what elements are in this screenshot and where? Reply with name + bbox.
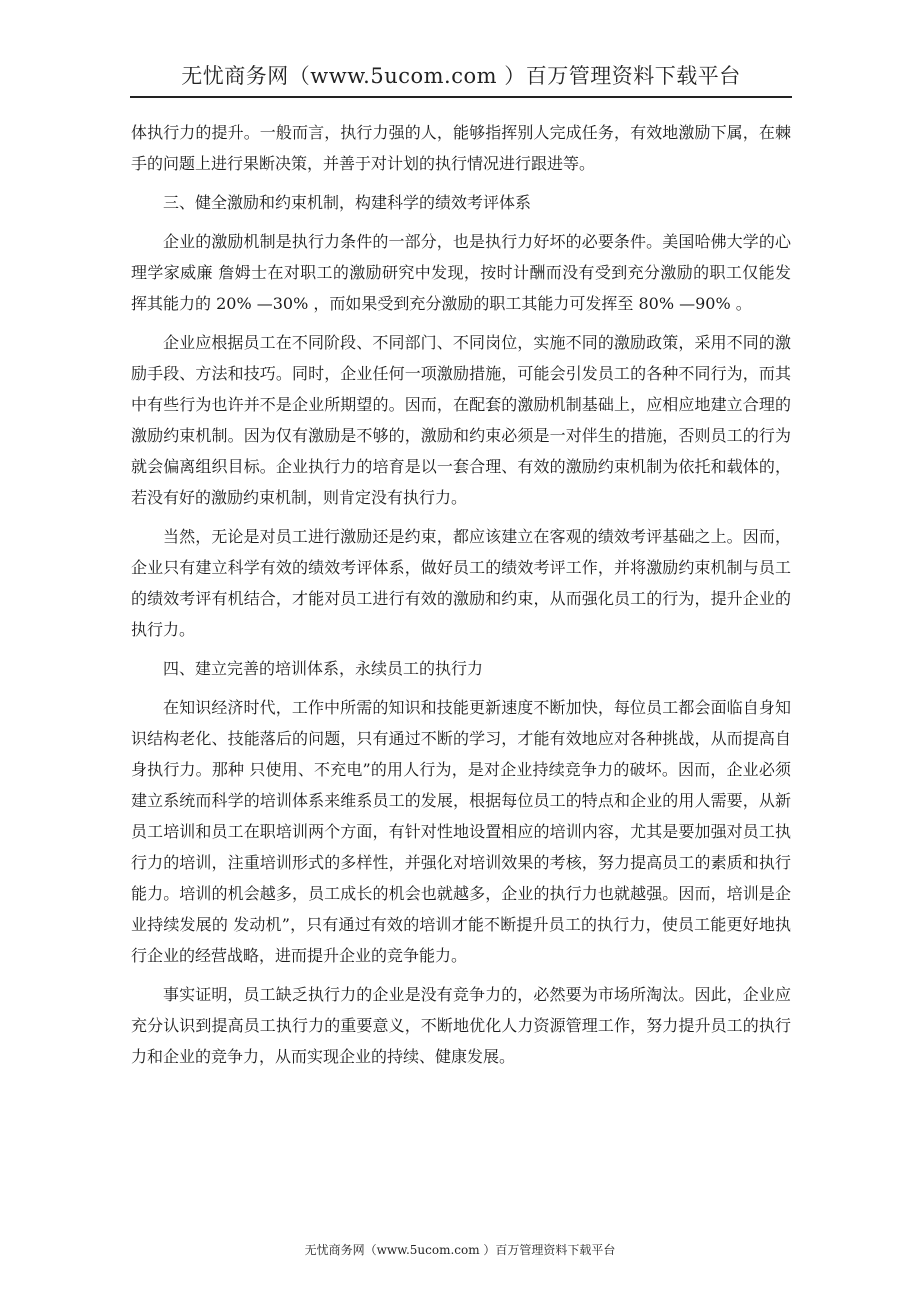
paragraph: 当然，无论是对员工进行激励还是约束，都应该建立在客观的绩效考评基础之上。因而，企业只有建立科学有效的绩效考评体系，做好员工的绩效考评工作，并将激励约束机制与员工的绩效考评有机结合，才能对员工进行有效的激励和约束，从而强化员工的行为，提升企业的执行力。 [131,527,791,639]
section-heading-4: 四、建立完善的培训体系，永续员工的执行力 [163,659,484,678]
section-heading-3: 三、健全激励和约束机制，构建科学的绩效考评体系 [163,193,532,212]
paragraph: 企业应根据员工在不同阶段、不同部门、不同岗位，实施不同的激励政策，采用不同的激励手段、方法和技巧。同时，企业任何一项激励措施，可能会引发员工的各种不同行为，而其中有些行为也许并不是企业所期望的。因而，在配套的激励机制基础上，应相应地建立合理的激励约束机制。因为仅有激励是不够的，激励和约束必须是一对伴生的措施，否则员工的行为就会偏离组织目标。企业执行力的培育是以一套合理、有效的激励约束机制为依托和载体的，若没有好的激励约束机制，则肯定没有执行力。 [131,333,791,507]
document-body [131,117,791,1080]
paragraph: 企业的激励机制是执行力条件的一部分，也是执行力好坏的必要条件。美国哈佛大学的心理学家威廉 詹姆士在对职工的激励研究中发现，按时计酬而没有受到充分激励的职工仅能发挥其能力的 20% —30% ，而如果受到充分激励的职工其能力可发挥至 80% —90% 。 [131,232,791,313]
header-title: 无忧商务网（www.5ucom.com ）百万管理资料下载平台 [181,64,741,88]
footer-text: 无忧商务网（www.5ucom.com ）百万管理资料下载平台 [304,1243,616,1257]
page-footer [0,1240,920,1260]
paragraph: 体执行力的提升。一般而言，执行力强的人，能够指挥别人完成任务，有效地激励下属，在棘手的问题上进行果断决策，并善于对计划的执行情况进行跟进等。 [131,123,791,173]
paragraph: 在知识经济时代，工作中所需的知识和技能更新速度不断加快，每位员工都会面临自身知识结构老化、技能落后的问题，只有通过不断的学习，才能有效地应对各种挑战，从而提高自身执行力。那种 只使用、不充电”的用人行为，是对企业持续竞争力的破坏。因而，企业必须建立系统而科学的培训体系来维系员工的发展，根据每位员工的特点和企业的用人需要，从新员工培训和员工在职培训两个方面，有针对性地设置相应的培训内容，尤其是要加强对员工执行力的培训，注重培训形式的多样性，并强化对培训效果的考核，努力提高员工的素质和执行能力。培训的机会越多，员工成长的机会也就越多，企业的执行力也就越强。因而，培训是企业持续发展的 发动机”，只有通过有效的培训才能不断提升员工的执行力，使员工能更好地执行企业的经营战略，进而提升企业的竞争能力。 [131,698,791,965]
page-header [130,58,792,98]
paragraph: 事实证明，员工缺乏执行力的企业是没有竞争力的，必然要为市场所淘汰。因此，企业应充分认识到提高员工执行力的重要意义，不断地优化人力资源管理工作，努力提升员工的执行力和企业的竞争力，从而实现企业的持续、健康发展。 [131,985,791,1066]
